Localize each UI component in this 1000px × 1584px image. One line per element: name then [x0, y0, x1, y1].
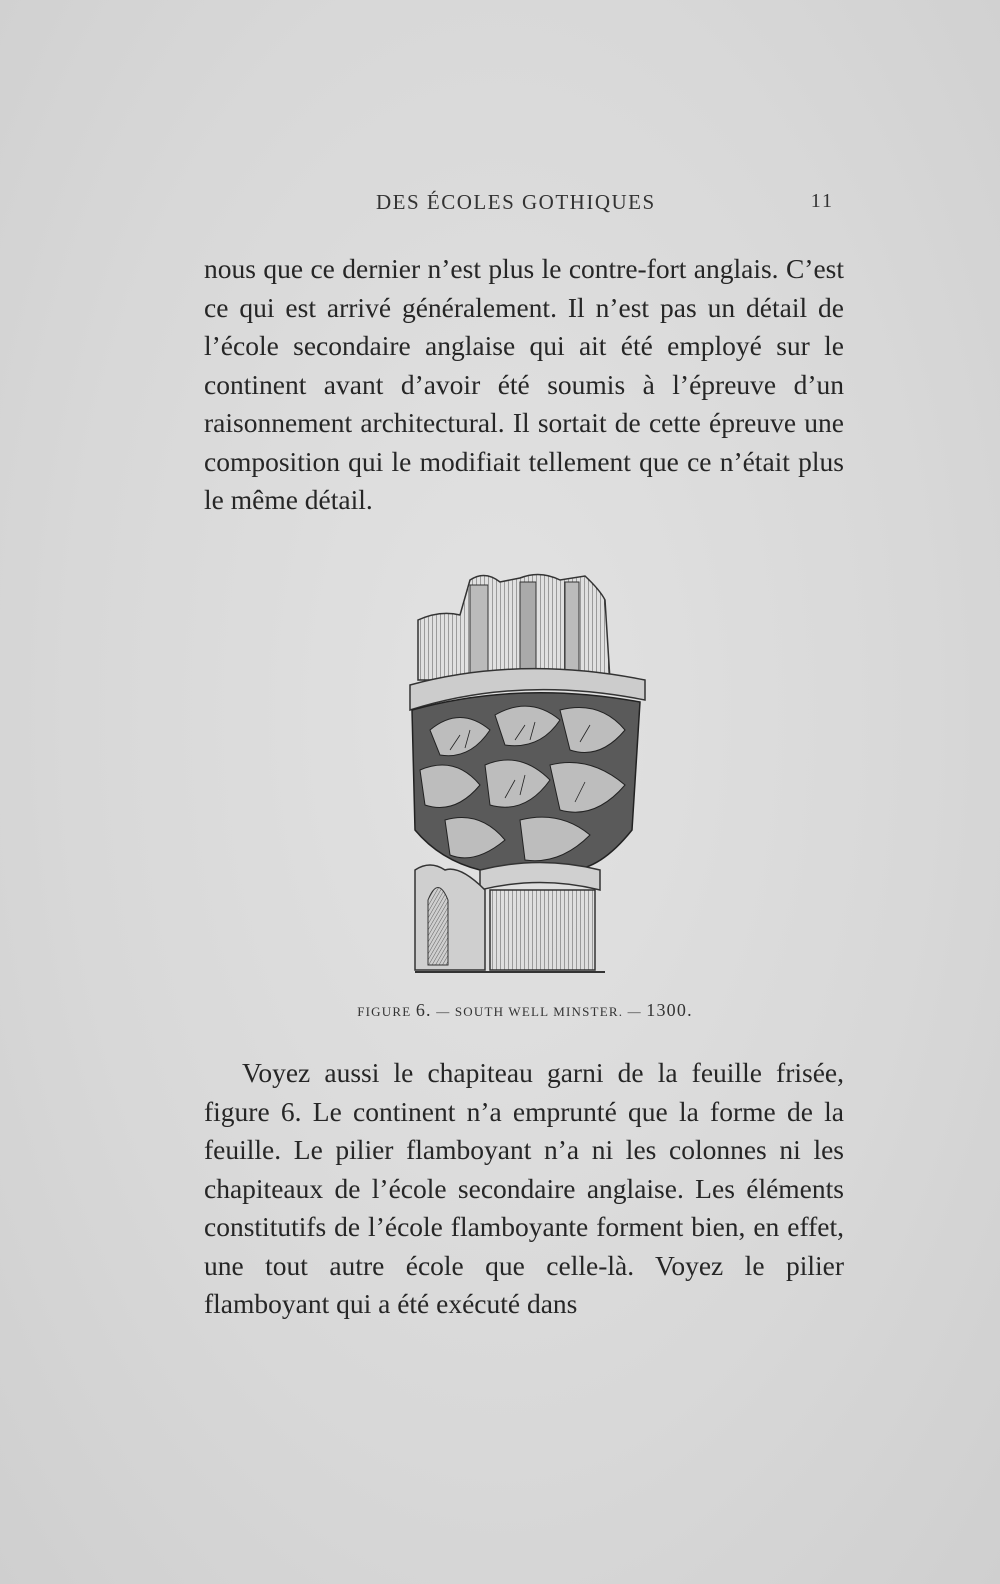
running-title: DES ÉCOLES GOTHIQUES: [376, 190, 656, 214]
paragraph-bottom-text: Voyez aussi le chapiteau garni de la feuille frisée, figure 6. Le continent n’a emprunté que la forme de la feuille. Le pilier flamboyant n’a ni les colonnes ni les chapiteaux de l’école secondaire anglaise. Les éléments constitutifs de l’école flamboyante forment bien, en effet, une tout autre école que celle-là. Voyez le pilier flamboyant qui a été exécuté dans: [204, 1057, 844, 1319]
page-number: 11: [810, 190, 834, 212]
paragraph-bottom: [204, 1054, 844, 1324]
paragraph-top-text: nous que ce dernier n’est plus le contre-fort anglais. C’est ce qui est arrivé généralement. Il n’est pas un détail de l’école secondaire anglaise qui ait été employé sur le continent avant d’avoir été soumis à l’épreuve d’un raisonnement architectural. Il sortait de cette épreuve une composition qui le modifiait tellement que ce n’était plus le même détail.: [204, 253, 844, 515]
caption-year: 1300.: [646, 1000, 693, 1020]
paragraph-top: [204, 250, 844, 520]
caption-text: — SOUTH WELL MINSTER. —: [436, 1004, 647, 1019]
figure-caption: [200, 1000, 850, 1021]
caption-number: 6.: [415, 1000, 432, 1020]
running-head: [204, 190, 844, 220]
caption-prefix: FIGURE: [357, 1004, 412, 1019]
figure-engraving: [400, 570, 660, 990]
capital-engraving-illustration: [400, 570, 660, 990]
